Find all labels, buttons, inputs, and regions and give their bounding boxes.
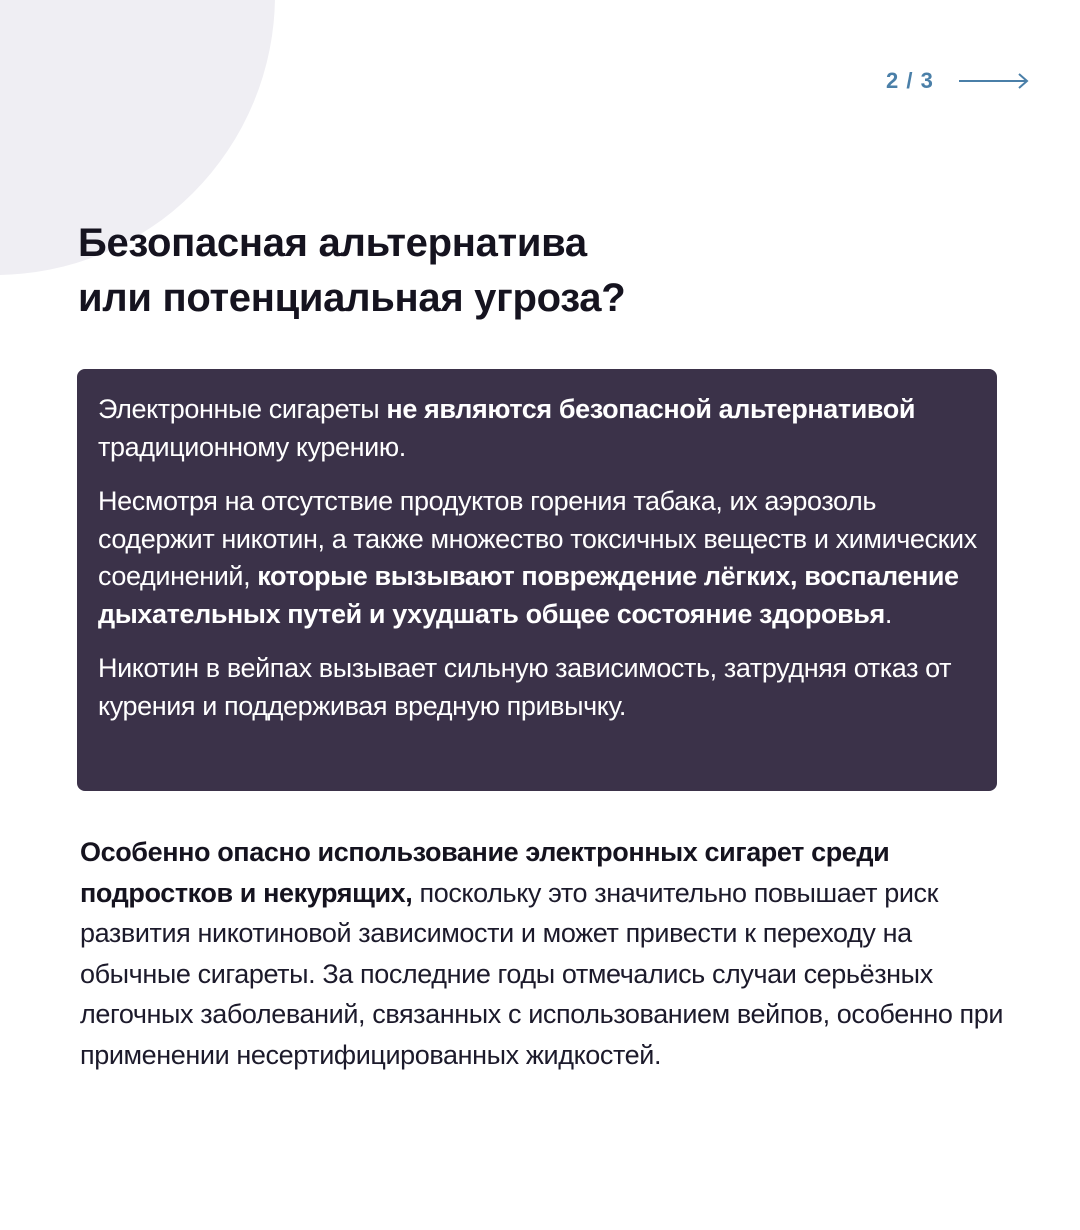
arrow-right-icon[interactable] [958,71,1030,91]
panel-p1-bold: не являются безопасной альтернативой [386,394,916,424]
title-line-2: или потенциальная угроза? [78,276,626,320]
panel-p1-text-a: Электронные сигареты [98,394,387,424]
panel-paragraph-3 [98,650,977,725]
pagination [886,68,1030,94]
panel-p2-bold: которые вызывают повреждение лёгких, воспаление дыхательных путей и ухудшать общее состояние здоровья [98,561,959,629]
page-title [78,216,978,326]
bottom-paragraph [80,832,1010,1075]
panel-p2-text-a: Несмотря на отсутствие продуктов горения табака, их аэрозоль содержит никотин, а также множество токсичных веществ и химических соединений, [98,486,977,591]
panel-p3-text: Никотин в вейпах вызывает сильную зависимость, затрудняя отказ от курения и поддерживая вредную привычку. [98,653,952,721]
panel-paragraph-2 [98,483,977,633]
panel-p1-text-b: традиционному курению. [98,431,406,462]
bottom-text: поскольку это значительно повышает риск развития никотиновой зависимости и может привести к переходу на обычные сигареты. За последние годы отмечались случаи серьёзных легочных заболеваний, связанных с использованием вейпов, особенно при применении несертифицированных жидкостей. [80,877,1004,1070]
page-indicator: 2 / 3 [886,68,934,93]
panel-p2-text-b: . [884,598,892,629]
title-line-1: Безопасная альтернатива [78,221,587,265]
bottom-bold: Особенно опасно использование электронных сигарет среди подростков и некурящих, [80,837,890,908]
info-panel [77,369,997,791]
panel-paragraph-1 [98,391,977,466]
